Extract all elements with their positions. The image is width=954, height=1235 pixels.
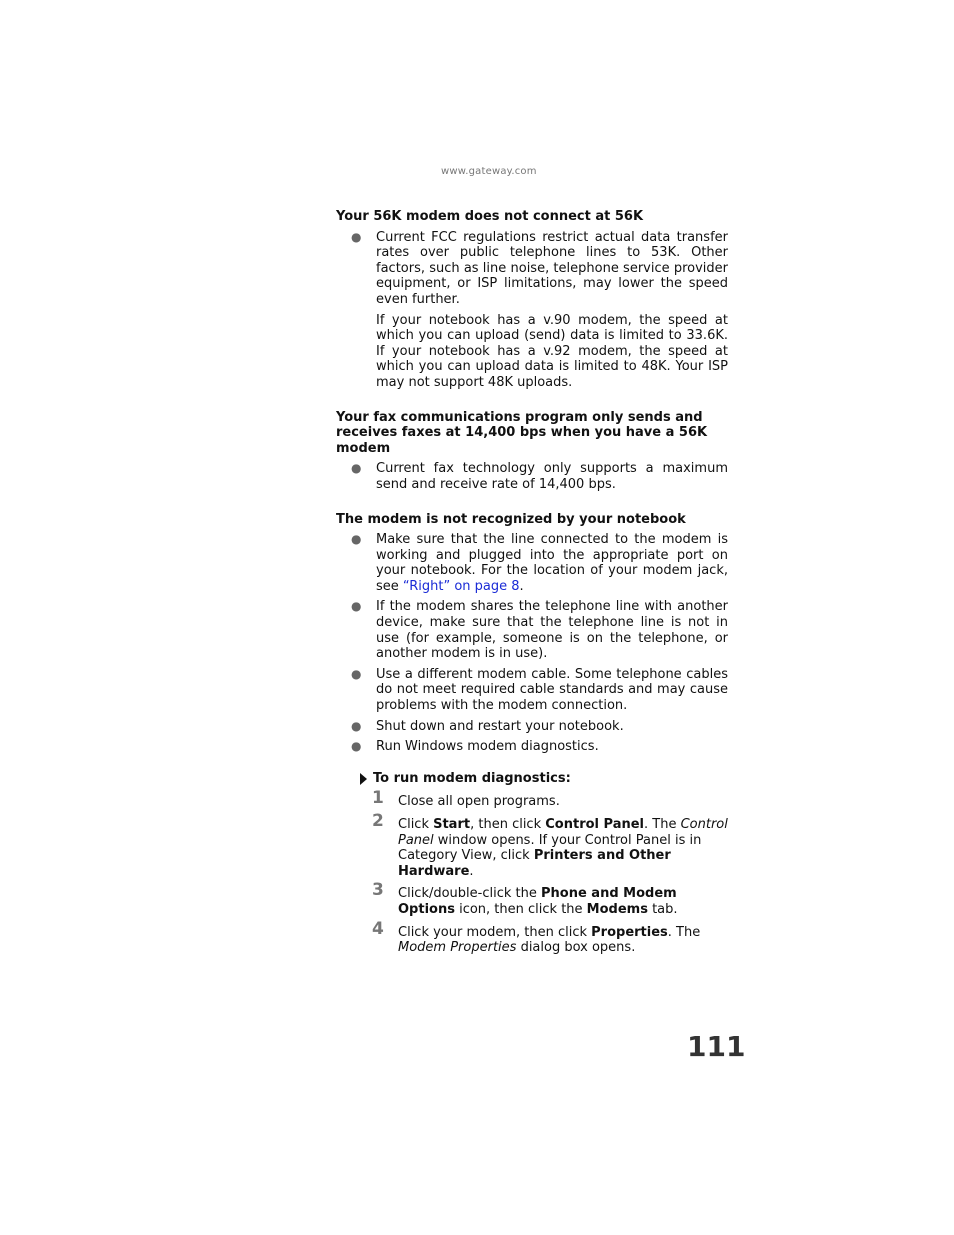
bullet-icon: ● xyxy=(351,461,362,476)
step-item xyxy=(336,788,728,810)
ui-term: Phone and Modem Options xyxy=(398,886,677,917)
step-text-run: . The xyxy=(644,817,681,832)
step-item xyxy=(336,918,728,956)
bullet-text: Use a different modem cable. Some telephone cables do not meet required cable standards and may cause problems with the modem connection. xyxy=(376,666,728,714)
step-number: 4 xyxy=(372,918,384,939)
ui-term: Properties xyxy=(591,924,668,940)
main-content xyxy=(336,209,728,963)
bullet-icon: ● xyxy=(351,666,362,681)
section-fax-speed xyxy=(336,410,728,493)
bullet-icon: ● xyxy=(351,599,362,614)
page-number: 111 xyxy=(687,1030,746,1063)
step-text-run: icon, then click the xyxy=(454,901,587,917)
bullet-list xyxy=(336,230,728,391)
step-text-run: Close all open programs. xyxy=(398,794,560,810)
step-text xyxy=(398,886,678,917)
step-item xyxy=(336,880,728,917)
bullet-text: If the modem shares the telephone line with another device, make sure that the telephone line is not in use (for example, someone is on the telephone, or another modem is in use). xyxy=(376,599,728,662)
step-text xyxy=(398,925,700,956)
page-reference-link[interactable]: “Right” on page 8 xyxy=(402,578,520,594)
step-number: 2 xyxy=(372,811,384,831)
bullet-list xyxy=(336,461,728,492)
section-heading: Your 56K modem does not connect at 56K xyxy=(336,209,644,224)
header-url: www.gateway.com xyxy=(441,166,537,177)
procedure-title-text: To run modem diagnostics: xyxy=(373,770,571,786)
list-item xyxy=(336,230,728,391)
procedure-title xyxy=(336,771,728,787)
list-item xyxy=(336,739,728,755)
step-text-run: . The xyxy=(667,924,701,940)
bullet-text: Current FCC regulations restrict actual data transfer rates over public telephone lines to 53K. Other factors, such as line noise, telephone service provider equipment, or ISP limitations, may lower the speed even further. xyxy=(376,229,728,307)
bullet-text: Run Windows modem diagnostics. xyxy=(376,739,599,755)
triangle-right-icon xyxy=(360,773,367,785)
section-heading: The modem is not recognized by your notebook xyxy=(336,511,686,527)
bullet-icon: ● xyxy=(351,739,362,754)
window-name: Control Panel xyxy=(398,817,728,848)
ui-term: Start xyxy=(433,817,471,832)
bullet-text: Current fax technology only supports a maximum send and receive rate of 14,400 bps. xyxy=(376,461,728,492)
step-item xyxy=(336,811,728,879)
ui-term: Printers and Other Hardware xyxy=(398,848,671,879)
step-number: 3 xyxy=(372,880,384,901)
step-list xyxy=(336,788,728,956)
list-item xyxy=(336,461,728,492)
bullet-icon: ● xyxy=(351,718,362,733)
section-56k-speed xyxy=(336,209,728,391)
window-name: Modem Properties xyxy=(398,940,517,956)
step-text-run: window opens. If your Control Panel is in Category View, click xyxy=(398,832,702,864)
step-text xyxy=(398,817,728,879)
bullet-text: Make sure that the line connected to the modem is working and plugged into the appropriate port on your notebook. For the location of your modem jack, see xyxy=(376,532,728,594)
bullet-list xyxy=(336,532,728,755)
section-heading: Your fax communications program only sends and receives faxes at 14,400 bps when you have a 56K modem xyxy=(336,409,708,456)
list-item xyxy=(336,532,728,594)
step-text-run: , then click xyxy=(470,817,546,832)
section-modem-not-recognized xyxy=(336,512,728,755)
step-text-run: Click xyxy=(398,817,434,832)
bullet-icon: ● xyxy=(351,532,362,547)
bullet-text: If your notebook has a v.90 modem, the speed at which you can upload (send) data is limited to 33.6K. If your notebook has a v.92 modem, the speed at which you can upload data is limited to 48K. Your ISP may not support 48K uploads. xyxy=(376,312,728,390)
list-item xyxy=(336,599,728,661)
list-item xyxy=(336,719,728,735)
step-text-run: tab. xyxy=(647,901,678,917)
ui-term: Control Panel xyxy=(545,817,644,832)
step-number: 1 xyxy=(372,788,384,809)
step-text-run: Click/double-click the xyxy=(398,886,541,902)
step-text-run: . xyxy=(469,863,474,879)
bullet-text-end: . xyxy=(519,578,524,594)
bullet-icon: ● xyxy=(351,229,362,244)
bullet-text: Shut down and restart your notebook. xyxy=(376,718,624,734)
step-text-run: Click your modem, then click xyxy=(398,924,592,940)
list-item xyxy=(336,667,728,714)
step-text xyxy=(398,794,560,809)
step-text-run: dialog box opens. xyxy=(516,940,636,956)
ui-term: Modems xyxy=(586,901,648,917)
